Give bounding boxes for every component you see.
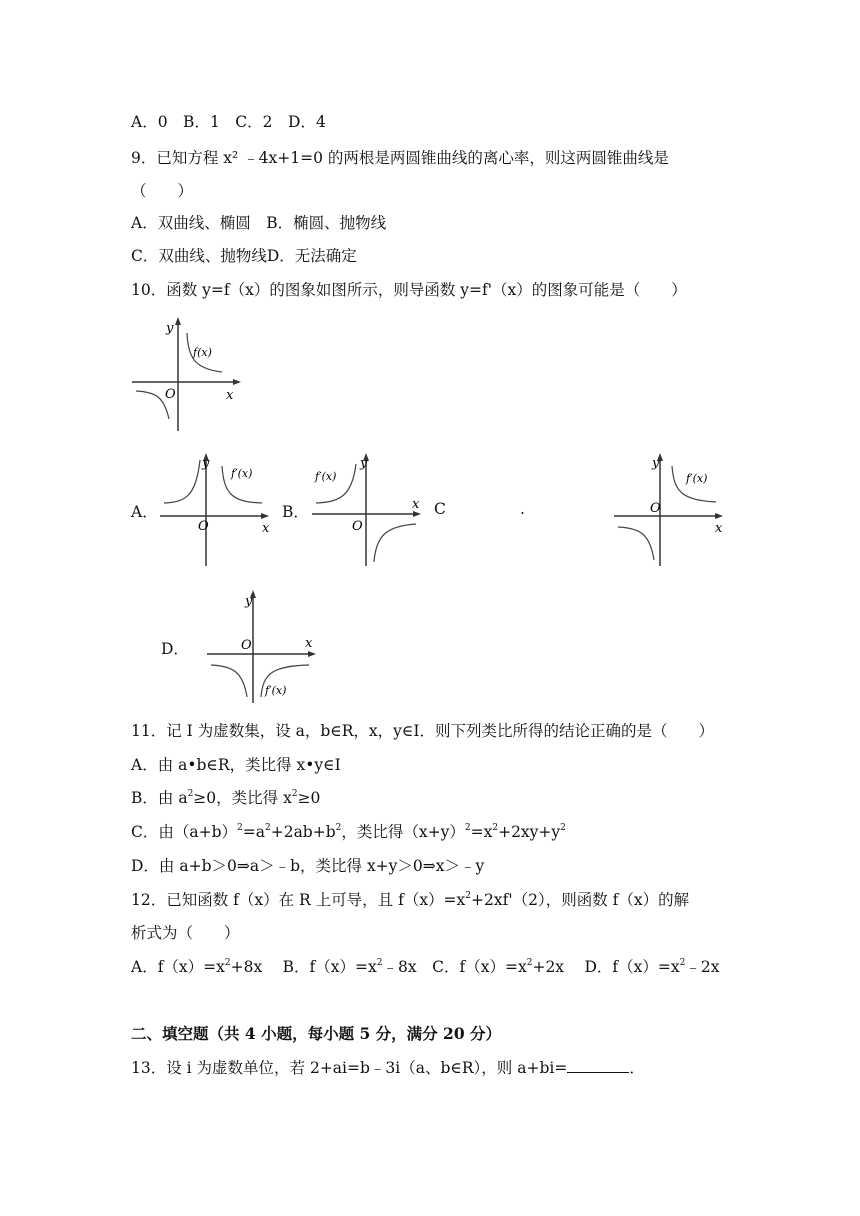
graph-d-curve-left (211, 665, 247, 697)
q8-options: A．0 B．1 C．2 D．4 (131, 113, 326, 131)
q11-option-a: A．由 a•b∈R，类比得 x•y∈I (131, 756, 341, 774)
q9-bracket: （ ） (131, 182, 194, 200)
graph-c-origin-label: O (650, 501, 661, 516)
q13-answer-blank[interactable] (567, 1058, 629, 1073)
main-origin-label: O (165, 387, 176, 402)
q10-main-graph (130, 315, 245, 433)
q10-graph-b (310, 450, 425, 568)
q9-options-ab: A．双曲线、椭圆 B．椭圆、抛物线 (131, 214, 387, 232)
q11-option-c: C．由$(a+b)^2=a^2+2ab+b^2$，类比得$(x+y)^2=x^2+2xy+y^2$ (131, 822, 566, 841)
main-curve-label: f(x) (193, 346, 212, 359)
q10-question: 10．函数 y=f（x）的图象如图所示，则导函数 y=f'（x）的图象可能是（ ） (131, 281, 687, 299)
graph-c-curve-label: f′(x) (686, 472, 708, 485)
q12-question-line1: 12．已知函数 f（x）在 R 上可导，且 $f(x)=x^2+2xf'(2)$，则函数 f（x）的解 (131, 890, 690, 909)
graph-a-curve-left (164, 460, 200, 503)
graph-b-curve-right (374, 524, 416, 562)
q10-graph-d (205, 587, 320, 705)
graph-c-curve-left (618, 527, 654, 560)
graph-b-y-label: y (360, 456, 368, 471)
q9-options-cd: C．双曲线、抛物线D．无法确定 (131, 247, 357, 265)
q9-question: 9．已知方程 x² ﹣4x+1=0 的两根是两圆锥曲线的离心率，则这两圆锥曲线是 (131, 149, 669, 167)
graph-d-x-label: x (305, 636, 313, 651)
graph-c-x-label: x (715, 521, 723, 536)
graph-a-y-label: y (202, 456, 210, 471)
graph-a-x-label: x (262, 521, 270, 536)
graph-b-origin-label: O (352, 519, 363, 534)
q12-options: A．$f(x)=x^2+8x$ B．$f(x)=x^2﹣8x$ C．$f(x)=x^2+2x$ D．$f(x)=x^2﹣2x$ (131, 957, 720, 976)
q10-option-d-label: D． (161, 640, 189, 658)
q10-option-c-dot: . (520, 500, 525, 518)
q10-graph-a (158, 450, 273, 568)
q10-option-a-label: A． (131, 503, 158, 521)
q12-question-line2: 析式为（ ） (131, 924, 240, 942)
q13-question: 13．设 i 为虚数单位，若 2+ai=b﹣3i（a、b∈R），则 a+bi= ． (131, 1059, 645, 1077)
graph-d-y-label: y (245, 594, 253, 609)
main-y-label: y (166, 321, 174, 336)
graph-d-origin-label: O (241, 638, 252, 653)
q10-graph-c (612, 450, 727, 568)
section-2-heading: 二、填空题（共 4 小题，每小题 5 分，满分 20 分） (131, 1024, 502, 1043)
graph-c-y-label: y (652, 456, 660, 471)
graph-a-origin-label: O (198, 519, 209, 534)
q10-option-c-label: C (434, 500, 446, 518)
q11-option-b: B．由 $a^2\ge 0$，类比得 $x^2\ge 0$ (131, 788, 321, 807)
q11-question: 11．记 I 为虚数集，设 a，b∈R，x，y∈I．则下列类比所得的结论正确的是（ ） (131, 722, 715, 740)
main-x-label: x (226, 388, 234, 403)
graph-b-curve-label: f′(x) (315, 470, 337, 483)
graph-a-curve-label: f′(x) (231, 467, 253, 480)
q11-option-d: D．由 a+b＞0⇒a＞﹣b，类比得 x+y＞0⇒x＞﹣y (131, 857, 485, 875)
graph-d-curve-label: f′(x) (265, 684, 287, 697)
graph-b-x-label: x (412, 497, 420, 512)
q10-option-b-label: B． (282, 503, 309, 521)
